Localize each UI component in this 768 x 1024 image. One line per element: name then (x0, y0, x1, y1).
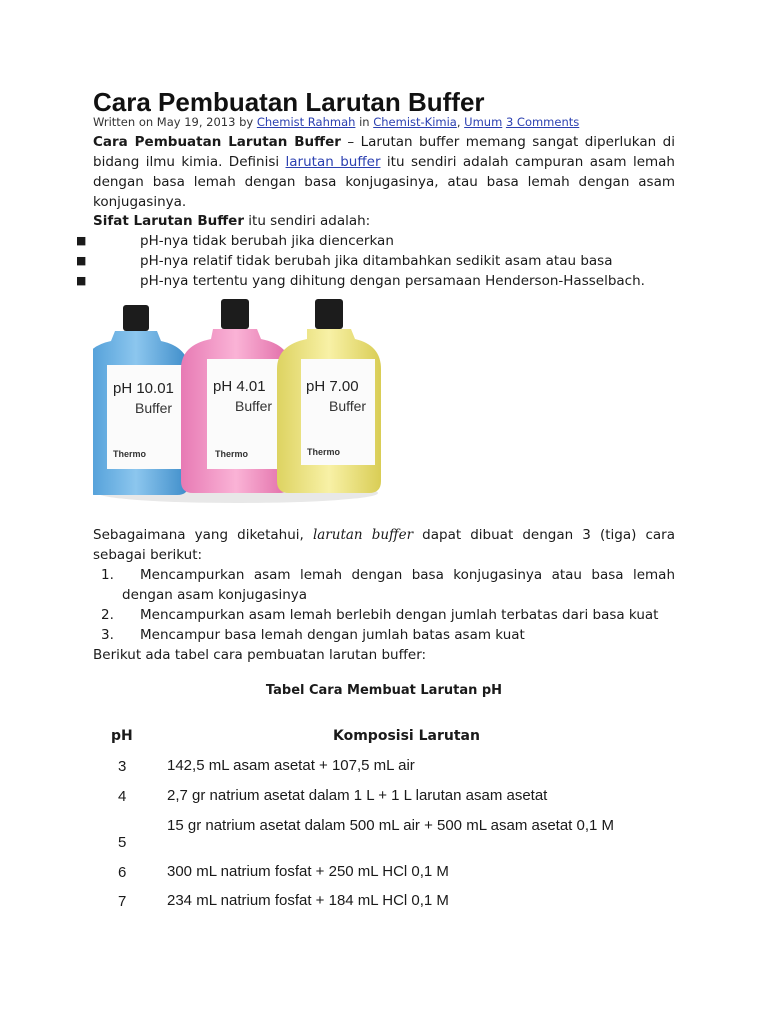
properties-bold: Sifat Larutan Buffer (93, 213, 244, 229)
list-item (0, 251, 700, 271)
cell-composition: 2,7 gr natrium asetat dalam 1 L + 1 L larutan asam asetat (167, 787, 548, 804)
meta-in: in (355, 115, 374, 129)
intro-bold: Cara Pembuatan Larutan Buffer (93, 134, 341, 150)
list-item (0, 231, 700, 251)
bottle-brand-label: Thermo (215, 449, 249, 459)
meta-sep: , (456, 115, 465, 129)
header-ph: pH (111, 728, 133, 744)
methods-list (0, 565, 700, 645)
article-meta (93, 115, 683, 130)
list-item-text: pH-nya relatif tidak berubah jika ditambahkan sedikit asam atau basa (140, 253, 613, 269)
cell-ph: 7 (118, 893, 127, 910)
bullet-icon: ■ (76, 254, 87, 267)
table-intro: Berikut ada tabel cara pembuatan larutan buffer: (93, 647, 427, 663)
intro-text-1: – Larutan buffer memang sangat diperlukan di bidang ilmu kimia. Definisi (93, 134, 675, 170)
bottle-ph-label: pH 4.01 (213, 378, 266, 395)
bottle-buffer-label: Buffer (329, 398, 367, 414)
methods-intro (93, 525, 675, 565)
category-link-chemist-kimia[interactable]: Chemist-Kimia (373, 115, 457, 129)
bottle-ph-label: pH 7.00 (306, 378, 359, 395)
list-item (0, 271, 700, 291)
list-number: 3. (101, 627, 114, 643)
bullet-icon: ■ (76, 234, 87, 247)
cell-composition: 142,5 mL asam asetat + 107,5 mL air (167, 757, 415, 774)
list-item (0, 605, 700, 625)
bottle-brand-label: Thermo (307, 447, 341, 457)
list-item-text: Mencampurkan asam lemah dengan basa konjugasinya atau basa lemah dengan asam konjugasinya (122, 567, 675, 603)
author-link[interactable]: Chemist Rahmah (256, 115, 356, 129)
bullet-icon: ■ (76, 274, 87, 287)
intro-paragraph (93, 132, 675, 212)
list-item (0, 625, 700, 645)
bottle-brand-label: Thermo (113, 449, 147, 459)
article-title: Cara Pembuatan Larutan Buffer (93, 87, 485, 117)
list-number: 2. (101, 607, 114, 623)
larutan-buffer-link[interactable]: larutan buffer (285, 154, 381, 170)
list-item-text: Mencampur basa lemah dengan jumlah batas asam kuat (140, 627, 525, 643)
methods-text-1: Sebagaimana yang diketahui, (93, 527, 313, 543)
properties-heading (93, 211, 675, 231)
list-item-text: pH-nya tertentu yang dihitung dengan persamaan Henderson-Hasselbach. (140, 273, 645, 289)
properties-rest: itu sendiri adalah: (244, 213, 371, 229)
bottle-buffer-label: Buffer (235, 398, 273, 414)
intro-text-2: itu sendiri adalah campuran asam lemah dengan basa lemah dengan basa konjugasinya, atau basa lemah dengan asam konjugasinya. (93, 154, 675, 210)
cell-ph: 5 (118, 834, 127, 851)
list-item (0, 565, 700, 605)
properties-list (0, 231, 700, 291)
list-item-text: pH-nya tidak berubah jika diencerkan (140, 233, 394, 249)
comments-link[interactable]: 3 Comments (505, 115, 580, 129)
methods-italic: larutan buffer (312, 527, 414, 543)
list-number: 1. (101, 567, 114, 583)
cell-ph: 6 (118, 864, 127, 881)
meta-prefix: Written on May 19, 2013 by (93, 115, 257, 129)
header-composition: Komposisi Larutan (333, 728, 480, 744)
table-caption: Tabel Cara Membuat Larutan pH (265, 683, 503, 698)
cell-ph: 4 (118, 788, 127, 805)
methods-text-2: dapat dibuat dengan 3 (tiga) cara sebagai berikut: (93, 527, 675, 563)
buffer-bottles-photo (93, 297, 383, 507)
bottle-buffer-label: Buffer (135, 400, 173, 416)
cell-composition: 300 mL natrium fosfat + 250 mL HCl 0,1 M (167, 863, 449, 880)
cell-ph: 3 (118, 758, 127, 775)
list-item-text: Mencampurkan asam lemah berlebih dengan jumlah terbatas dari basa kuat (140, 607, 659, 623)
category-link-umum[interactable]: Umum (464, 115, 503, 129)
cell-composition: 15 gr natrium asetat dalam 500 mL air + 500 mL asam asetat 0,1 M (167, 817, 615, 834)
cell-composition: 234 mL natrium fosfat + 184 mL HCl 0,1 M (167, 892, 449, 909)
bottle-ph-label: pH 10.01 (113, 380, 174, 397)
